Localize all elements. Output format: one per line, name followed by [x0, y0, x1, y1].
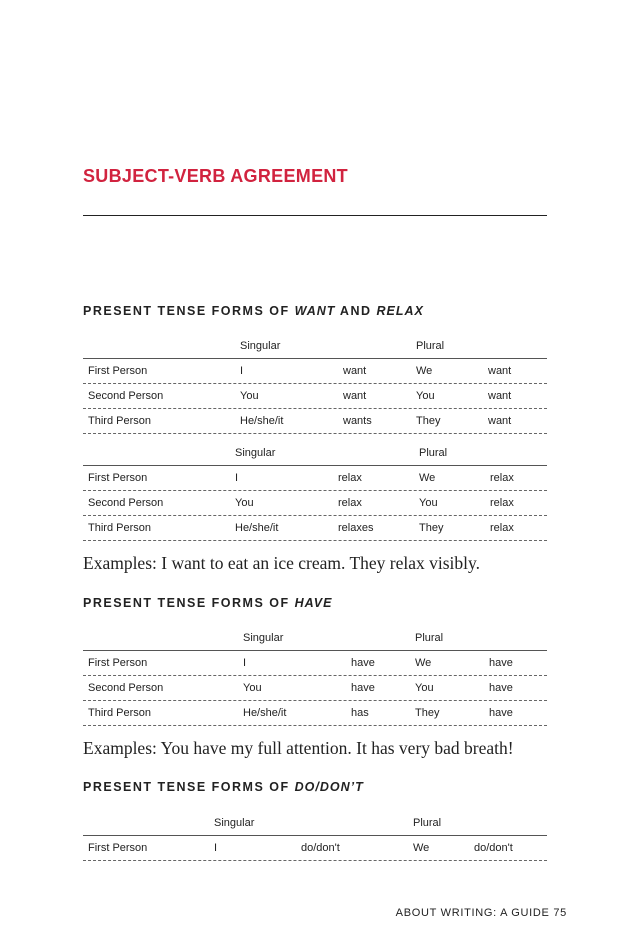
table-row: [83, 491, 547, 516]
cell-person: Third Person: [88, 707, 151, 719]
cell-person: Second Person: [88, 682, 164, 694]
cell-sg-pronoun: You: [240, 390, 259, 402]
cell-pl-pronoun: They: [415, 707, 440, 719]
cell-sg-pronoun: I: [243, 657, 247, 669]
header-singular: Singular: [243, 632, 284, 644]
cell-pl-verb: do/don't: [474, 842, 513, 854]
cell-sg-verb: do/don't: [301, 842, 340, 854]
table-relax: [83, 441, 547, 541]
cell-sg-verb: has: [351, 707, 369, 719]
page-footer: [396, 907, 567, 919]
cell-sg-verb: have: [351, 657, 375, 669]
table-row: [83, 676, 547, 701]
cell-sg-verb: want: [343, 365, 367, 377]
cell-person: Second Person: [88, 390, 164, 402]
cell-sg-pronoun: I: [214, 842, 218, 854]
cell-pl-verb: want: [488, 365, 512, 377]
table-row: [83, 701, 547, 726]
cell-person: First Person: [88, 842, 148, 854]
table-row: [83, 384, 547, 409]
header-singular: Singular: [235, 447, 276, 459]
cell-sg-pronoun: I: [235, 472, 239, 484]
cell-sg-verb: have: [351, 682, 375, 694]
cell-pl-verb: relax: [490, 472, 514, 484]
cell-pl-verb: relax: [490, 522, 514, 534]
heading-prefix: PRESENT TENSE FORMS OF: [83, 780, 295, 794]
table-header: [83, 811, 547, 836]
header-singular: Singular: [240, 340, 281, 352]
header-singular: Singular: [214, 817, 255, 829]
cell-pl-pronoun: We: [416, 365, 433, 377]
table-row: [83, 359, 547, 384]
cell-person: Third Person: [88, 415, 151, 427]
cell-pl-verb: want: [488, 390, 512, 402]
page-number: 75: [553, 907, 567, 919]
example-have: Examples: You have my full attention. It has very bad breath!: [83, 738, 514, 758]
running-title: ABOUT WRITING: A GUIDE: [395, 907, 550, 919]
chapter-title: SUBJECT-VERB AGREEMENT: [83, 166, 348, 186]
header-plural: Plural: [413, 817, 442, 829]
cell-sg-verb: relax: [338, 497, 362, 509]
cell-sg-pronoun: You: [235, 497, 254, 509]
table-row: [83, 836, 547, 861]
title-rule: [83, 215, 547, 216]
heading-want-relax: [83, 304, 424, 318]
cell-sg-pronoun: He/she/it: [240, 415, 284, 427]
cell-person: First Person: [88, 365, 148, 377]
header-plural: Plural: [416, 340, 445, 352]
table-header: [83, 626, 547, 651]
cell-pl-verb: have: [489, 707, 513, 719]
cell-person: Third Person: [88, 522, 151, 534]
cell-pl-verb: have: [489, 657, 513, 669]
header-plural: Plural: [419, 447, 448, 459]
heading-do-dont: [83, 780, 364, 794]
cell-pl-pronoun: We: [413, 842, 430, 854]
cell-pl-pronoun: You: [415, 682, 434, 694]
cell-sg-pronoun: He/she/it: [243, 707, 287, 719]
cell-pl-pronoun: They: [416, 415, 441, 427]
heading-word-have: HAVE: [294, 596, 333, 610]
cell-pl-verb: want: [488, 415, 512, 427]
heading-have: [83, 596, 332, 610]
cell-sg-pronoun: I: [240, 365, 244, 377]
cell-pl-pronoun: We: [415, 657, 432, 669]
cell-pl-verb: relax: [490, 497, 514, 509]
heading-word-relax: RELAX: [376, 304, 424, 318]
header-plural: Plural: [415, 632, 444, 644]
table-do-dont: [83, 811, 547, 861]
cell-person: First Person: [88, 472, 148, 484]
heading-prefix: PRESENT TENSE FORMS OF: [83, 596, 295, 610]
cell-pl-pronoun: They: [419, 522, 444, 534]
table-header: [83, 441, 547, 466]
cell-sg-verb: relaxes: [338, 522, 374, 534]
cell-pl-pronoun: You: [416, 390, 435, 402]
cell-sg-pronoun: He/she/it: [235, 522, 279, 534]
table-header: [83, 334, 547, 359]
table-want: [83, 334, 547, 434]
table-row: [83, 466, 547, 491]
cell-pl-pronoun: We: [419, 472, 436, 484]
table-row: [83, 651, 547, 676]
cell-pl-pronoun: You: [419, 497, 438, 509]
cell-person: First Person: [88, 657, 148, 669]
cell-sg-verb: wants: [343, 415, 372, 427]
heading-word-want: WANT: [294, 304, 336, 318]
heading-word-do-dont: DO/DON’T: [294, 780, 364, 794]
table-row: [83, 409, 547, 434]
cell-sg-pronoun: You: [243, 682, 262, 694]
cell-sg-verb: want: [343, 390, 367, 402]
example-want-relax: Examples: I want to eat an ice cream. They relax visibly.: [83, 553, 481, 573]
cell-person: Second Person: [88, 497, 164, 509]
cell-pl-verb: have: [489, 682, 513, 694]
cell-sg-verb: relax: [338, 472, 362, 484]
heading-and: AND: [335, 304, 377, 318]
table-row: [83, 516, 547, 541]
table-have: [83, 626, 547, 726]
heading-prefix: PRESENT TENSE FORMS OF: [83, 304, 295, 318]
